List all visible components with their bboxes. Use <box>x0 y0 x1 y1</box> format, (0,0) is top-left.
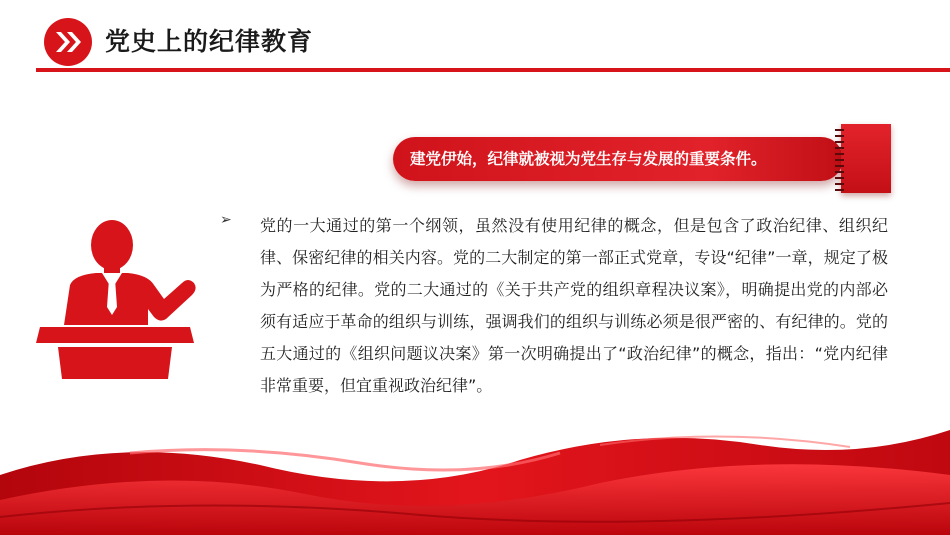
spiral-binding-icon <box>833 126 845 192</box>
bullet-arrow-icon: ➢ <box>220 212 232 228</box>
speaker-at-podium-icon <box>36 215 206 390</box>
header-divider <box>36 68 950 72</box>
body-paragraph: 党的一大通过的第一个纲领，虽然没有使用纪律的概念，但是包含了政治纪律、组织纪律、保密纪律的相关内容。党的二大制定的第一部正式党章，专设“纪律”一章，规定了极为严格的纪律。党的二大通过的《关于共产党的组织章程决议案》，明确提出党的内部必须有适应于革命的组织与训练，强调我们的组织与训练必须是很严密的、有纪律的。党的五大通过的《组织问题议决案》第一次明确提出了“政治纪律”的概念，指出：“党内纪律非常重要，但宜重视政治纪律”。 <box>260 216 888 395</box>
banner-text: 建党伊始，纪律就被视为党生存与发展的重要条件。 <box>410 150 767 168</box>
page-title: 党史上的纪律教育 <box>105 27 314 56</box>
banner-scroll-end <box>841 124 891 193</box>
red-ribbon-decoration <box>0 405 950 535</box>
double-chevron-right-icon <box>44 18 92 66</box>
